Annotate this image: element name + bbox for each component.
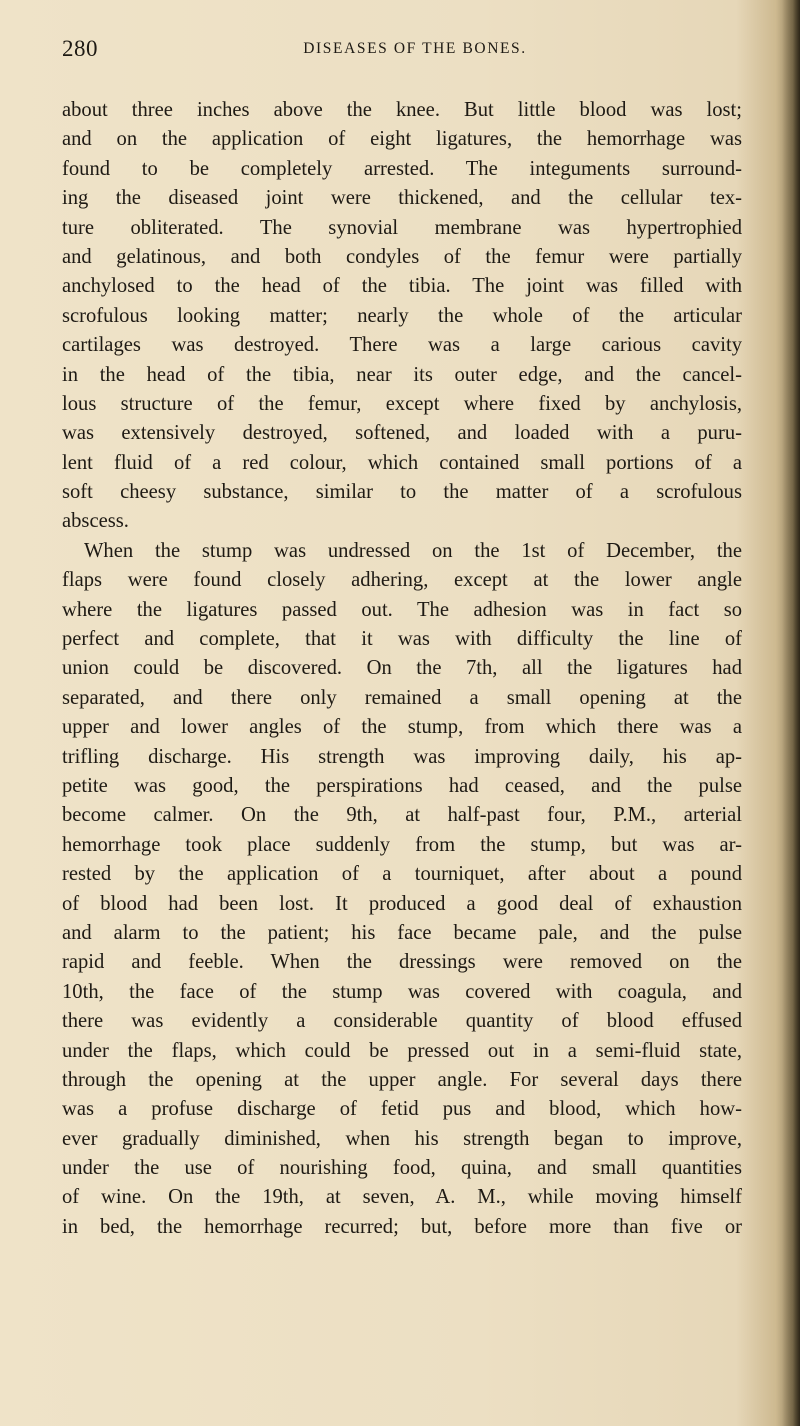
text-line: 10th, the face of the stump was covered with coagula, and [62, 980, 742, 1003]
text-line: separated, and there only remained a small opening at the [62, 686, 742, 709]
text-line: under the flaps, which could be pressed out in a semi-fluid state, [62, 1039, 742, 1062]
text-line: soft cheesy substance, similar to the matter of a scrofulous [62, 481, 742, 504]
text-line: of blood had been lost. It produced a good deal of exhaustion [62, 892, 742, 915]
text-line: hemorrhage took place suddenly from the stump, but was ar- [62, 833, 742, 856]
text-line: ing the diseased joint were thickened, and the cellular tex- [62, 187, 742, 210]
text-line: cartilages was destroyed. There was a large carious cavity [62, 334, 742, 357]
text-line: about three inches above the knee. But little blood was lost; [62, 99, 742, 121]
text-line: through the opening at the upper angle. For several days there [62, 1068, 742, 1091]
text-line: where the ligatures passed out. The adhesion was in fact so [62, 598, 742, 621]
running-head [62, 36, 742, 76]
page-number: 280 [62, 36, 98, 61]
paragraph [62, 537, 742, 1242]
page-edge-shadow [782, 0, 800, 1426]
text-line: there was evidently a considerable quantity of blood effused [62, 1010, 742, 1033]
text-line: rested by the application of a tourniquet, after about a pound [62, 863, 742, 886]
text-line: found to be completely arrested. The integuments surround- [62, 157, 742, 180]
text-line: perfect and complete, that it was with difficulty the line of [62, 628, 742, 651]
text-line: and on the application of eight ligatures, the hemorrhage was [62, 128, 742, 151]
body-text [62, 96, 742, 1242]
text-line: flaps were found closely adhering, except at the lower angle [62, 569, 742, 592]
text-line: lent fluid of a red colour, which contained small portions of a [62, 451, 742, 474]
text-line: union could be discovered. On the 7th, all the ligatures had [62, 657, 742, 680]
text-line: petite was good, the perspirations had ceased, and the pulse [62, 774, 742, 797]
text-line: abscess. [62, 510, 129, 533]
text-line: ture obliterated. The synovial membrane was hypertrophied [62, 216, 742, 239]
paragraph [62, 96, 742, 537]
text-line: in bed, the hemorrhage recurred; but, before more than five or [62, 1215, 742, 1238]
text-line: and alarm to the patient; his face became pale, and the pulse [62, 921, 742, 944]
text-line: in the head of the tibia, near its outer edge, and the cancel- [62, 363, 742, 386]
text-line: ever gradually diminished, when his strength began to improve, [62, 1127, 742, 1150]
text-line: become calmer. On the 9th, at half-past four, P.M., arterial [62, 804, 742, 827]
text-line: rapid and feeble. When the dressings were removed on the [62, 951, 742, 974]
text-line: When the stump was undressed on the 1st of December, the [84, 539, 742, 562]
text-line: was a profuse discharge of fetid pus and blood, which how- [62, 1098, 742, 1121]
text-line: anchylosed to the head of the tibia. The joint was filled with [62, 275, 742, 298]
text-line: upper and lower angles of the stump, from which there was a [62, 716, 742, 739]
text-line: lous structure of the femur, except where fixed by anchylosis, [62, 392, 742, 415]
running-title: DISEASES OF THE BONES. [303, 40, 527, 57]
text-line: scrofulous looking matter; nearly the whole of the articular [62, 304, 742, 327]
text-line: of wine. On the 19th, at seven, A. M., while moving himself [62, 1186, 742, 1209]
text-line: was extensively destroyed, softened, and loaded with a puru- [62, 422, 742, 445]
text-line: under the use of nourishing food, quina, and small quantities [62, 1157, 742, 1180]
text-line: trifling discharge. His strength was improving daily, his ap- [62, 745, 742, 768]
text-line: and gelatinous, and both condyles of the femur were partially [62, 245, 742, 268]
